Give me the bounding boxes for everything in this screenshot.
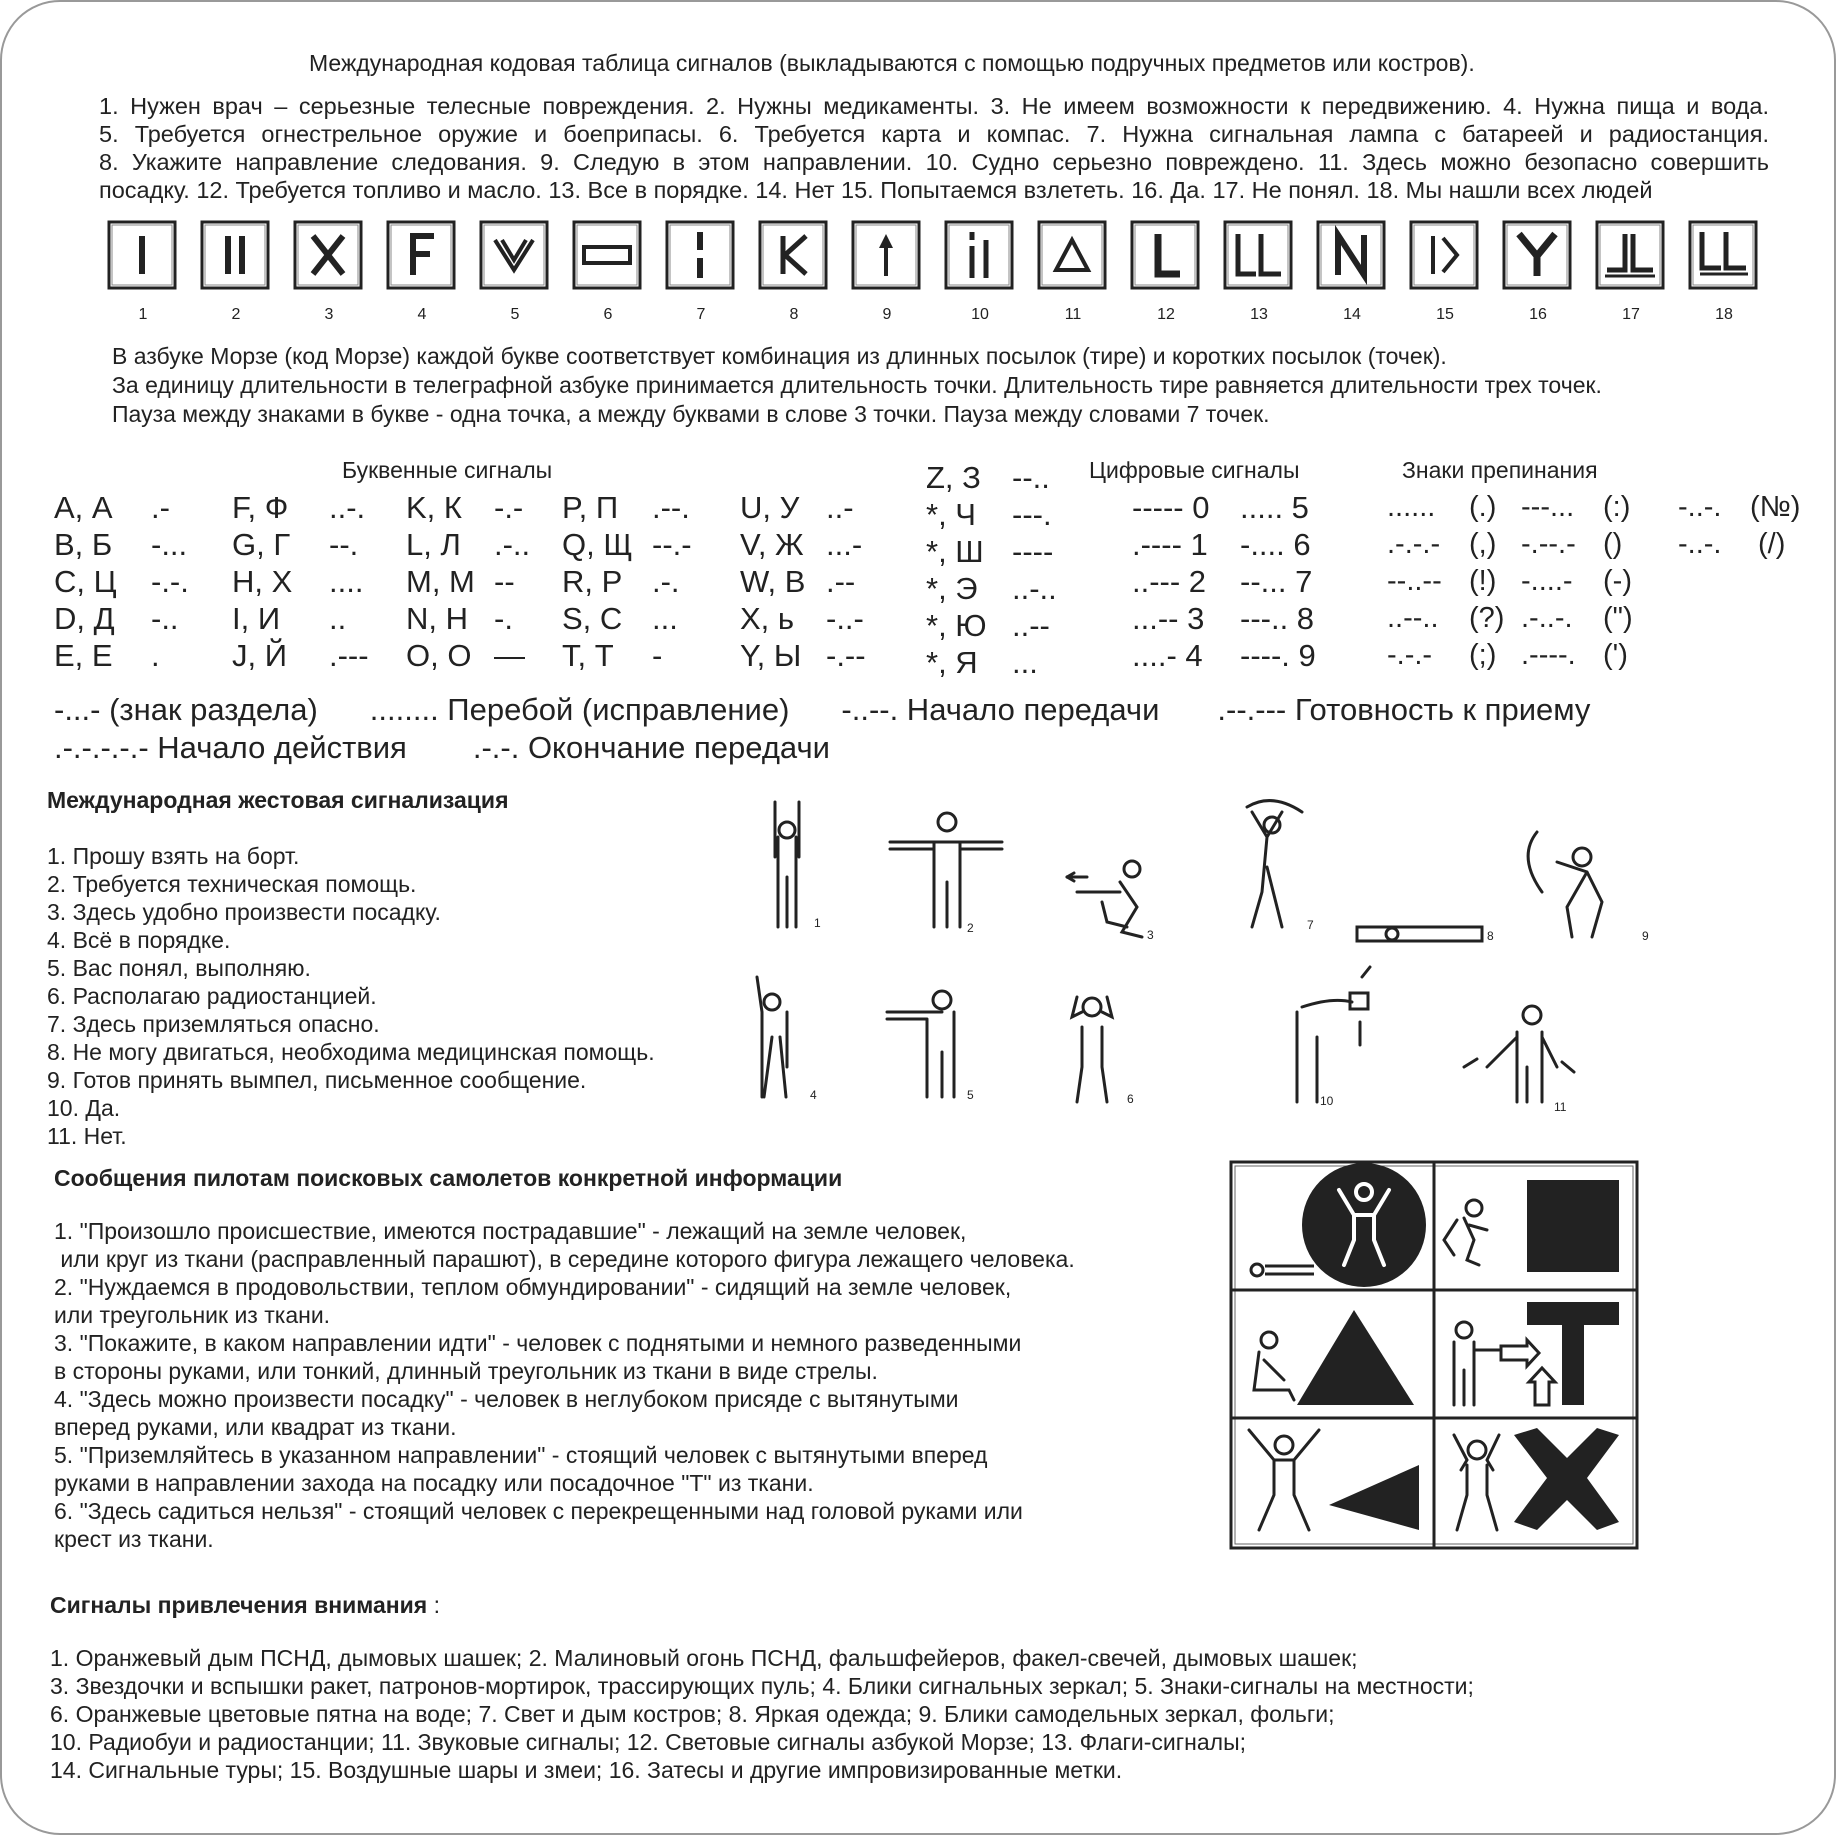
letter-signals-header: Буквенные сигналы	[342, 457, 553, 483]
ground-sign-6	[572, 220, 644, 330]
letters-column-6	[926, 459, 1057, 681]
letter: D, Д	[54, 601, 115, 636]
list-item: 5. "Приземляйтесь в указанном направлении" - стоящий человек с вытянутыми вперед	[54, 1442, 988, 1468]
letter: *, Я	[926, 645, 978, 680]
morse-code: -..	[151, 601, 179, 636]
letter: J, Й	[232, 638, 288, 673]
sign-number: 11	[1064, 306, 1082, 323]
list-item: 11. Нет.	[47, 1123, 127, 1149]
letter: *, Э	[926, 571, 978, 606]
gesture-figure-number: 11	[1554, 1100, 1567, 1114]
attention-title-row	[50, 1592, 440, 1619]
sign-number: 18	[1715, 306, 1733, 323]
sign-number: 17	[1622, 306, 1640, 323]
sign-12-symbol-icon	[1130, 220, 1200, 290]
special-signal: -...- (знак раздела)	[54, 692, 318, 727]
morse-code: ...-	[826, 527, 863, 562]
list-item: 2. Требуется техническая помощь.	[47, 871, 417, 897]
gesture-1-figure-icon	[775, 802, 799, 927]
gesture-figure-number: 3	[1147, 928, 1154, 942]
gesture-10-figure-icon	[1297, 967, 1370, 1102]
list-item: крест из ткани.	[54, 1526, 214, 1552]
letters-column-5	[740, 489, 866, 674]
digit-code: .---- 1	[1132, 527, 1208, 562]
letter: L, Л	[406, 527, 461, 562]
code-table-line: посадку. 12. Требуется топливо и масло. 13. Все в порядке. 14. Нет 15. Попытаемся взлететь. 16. Да. 17. Не понял. 18. Мы нашли всех людей	[99, 177, 1653, 203]
gesture-5-figure-icon	[887, 991, 954, 1097]
morse-code: ..-	[826, 490, 854, 525]
letters-column-2	[232, 489, 369, 674]
letters-column-4	[562, 489, 692, 674]
gesture-3-figure-icon	[1067, 861, 1142, 937]
digit-code: ..--- 2	[1132, 564, 1207, 599]
punct-mark: (,)	[1469, 528, 1497, 560]
punct-mark: (")	[1603, 602, 1633, 634]
pilot-signal-direction-t-icon	[1454, 1302, 1619, 1405]
ground-sign-4	[386, 220, 458, 330]
list-item: 1. "Произошло происшествие, имеются пострадавшие" - лежащий на земле человек,	[54, 1218, 967, 1244]
gesture-figures-drawing	[742, 797, 1672, 1127]
digit-code: ..... 5	[1240, 490, 1309, 525]
morse-code: .	[151, 638, 160, 673]
digit-code: --... 7	[1240, 564, 1313, 599]
list-item: 6. Оранжевые цветовые пятна на воде; 7. Свет и дым костров; 8. Яркая одежда; 9. Блики самодельных зеркал, фольги;	[50, 1701, 1335, 1727]
sign-number: 13	[1250, 306, 1268, 323]
gesture-figure-number: 2	[967, 921, 974, 935]
digit-code: -.... 6	[1240, 527, 1311, 562]
list-item: 3. Здесь удобно произвести посадку.	[47, 899, 441, 925]
gesture-list	[47, 842, 655, 1150]
letter: B, Б	[54, 527, 113, 562]
ground-sign-7	[665, 220, 737, 330]
attention-title-suffix: :	[427, 1592, 440, 1618]
punct-mark: (')	[1603, 639, 1628, 671]
punct-mark: (?)	[1469, 602, 1505, 634]
letter: Z, З	[926, 460, 981, 495]
gesture-figure-number: 4	[810, 1088, 817, 1102]
letter: E, Е	[54, 638, 113, 673]
punct-mark: (/)	[1758, 528, 1786, 560]
list-item: 10. Да.	[47, 1095, 121, 1121]
sign-4-symbol-icon	[386, 220, 456, 290]
sign-15-symbol-icon	[1409, 220, 1479, 290]
morse-code: .--.	[652, 490, 690, 525]
list-item: 1. Прошу взять на борт.	[47, 843, 300, 869]
punct-code: .----.	[1521, 639, 1576, 671]
gesture-figure-number: 10	[1320, 1094, 1334, 1108]
list-item: 10. Радиобуи и радиостанции; 11. Звуковые сигналы; 12. Световые сигналы азбукой Морзе; 13. Флаги-сигналы;	[50, 1729, 1246, 1755]
morse-code: .-	[151, 490, 170, 525]
digit-code: ----. 9	[1240, 638, 1316, 673]
ground-sign-1	[107, 220, 179, 330]
morse-code: .-.	[652, 564, 680, 599]
punct-mark: (!)	[1469, 565, 1497, 597]
punct-code: --..--	[1387, 565, 1442, 597]
morse-code: ...	[652, 601, 678, 636]
ground-signs-row	[107, 220, 1762, 330]
sign-13-symbol-icon	[1223, 220, 1293, 290]
pilot-signal-no-landing-icon	[1454, 1428, 1619, 1530]
gesture-7-figure-icon	[1247, 801, 1302, 927]
sign-16-symbol-icon	[1502, 220, 1572, 290]
morse-code: --	[494, 564, 515, 599]
punct-mark: (:)	[1603, 491, 1631, 523]
morse-code: -	[652, 638, 663, 673]
letter: *, Ш	[926, 534, 984, 569]
ground-sign-3	[293, 220, 365, 330]
morse-code: .---	[329, 638, 369, 673]
letter: *, Ю	[926, 608, 987, 643]
sign-number: 3	[324, 306, 334, 323]
sign-number: 8	[789, 306, 799, 323]
morse-code: ----	[1012, 534, 1054, 569]
sign-number: 2	[231, 306, 241, 323]
punct-code: .-..-.	[1521, 602, 1573, 634]
list-item: или треугольник из ткани.	[54, 1302, 331, 1328]
sign-number: 7	[696, 306, 706, 323]
sign-number: 6	[603, 306, 613, 323]
morse-code: ....	[329, 564, 364, 599]
letter: U, У	[740, 490, 800, 525]
sign-number: 15	[1436, 306, 1454, 323]
ground-sign-13	[1223, 220, 1295, 330]
sign-11-symbol-icon	[1037, 220, 1107, 290]
code-table-line: 5. Требуется огнестрельное оружие и боеприпасы. 6. Требуется карта и компас. 7. Нужна сигнальная лампа с батареей и радиостанция.	[99, 121, 1769, 147]
letter: C, Ц	[54, 564, 117, 599]
gesture-2-figure-icon	[890, 813, 1002, 927]
pilots-list	[54, 1217, 1075, 1553]
letter: W, В	[740, 564, 806, 599]
ground-sign-12	[1130, 220, 1202, 330]
punct-code: -.--.-	[1521, 528, 1576, 560]
letter: M, М	[406, 564, 475, 599]
code-table-description	[99, 92, 1769, 204]
letters-column-3	[406, 489, 530, 674]
sign-18-symbol-icon	[1688, 220, 1758, 290]
list-item: 9. Готов принять вымпел, письменное сообщение.	[47, 1067, 587, 1093]
morse-code: .--	[826, 564, 856, 599]
morse-code: -...	[151, 527, 188, 562]
gesture-figure-number: 5	[967, 1088, 974, 1102]
sign-number: 14	[1343, 306, 1361, 323]
letter: R, Р	[562, 564, 623, 599]
morse-code: ..--	[1012, 608, 1050, 643]
morse-code: -.--	[826, 638, 866, 673]
sign-9-symbol-icon	[851, 220, 921, 290]
letter: T, Т	[562, 638, 614, 673]
sign-number: 10	[971, 306, 989, 323]
special-signal: .-.-.-.-.- Начало действия	[54, 730, 407, 765]
list-item: в стороны руками, или тонкий, длинный треугольник из ткани в виде стрелы.	[54, 1358, 878, 1384]
punct-code: -..-.	[1678, 491, 1722, 523]
letter: N, Н	[406, 601, 468, 636]
gesture-figure-number: 1	[814, 916, 821, 930]
sign-3-symbol-icon	[293, 220, 363, 290]
ground-sign-16	[1502, 220, 1574, 330]
gesture-8-figure-icon	[1357, 927, 1482, 941]
list-item: 1. Оранжевый дым ПСНД, дымовых шашек; 2. Малиновый огонь ПСНД, фальшфейеров, факел-свечей, дымовых шашек;	[50, 1645, 1358, 1671]
punct-mark: ()	[1603, 528, 1623, 560]
list-item: 4. "Здесь можно произвести посадку" - человек в неглубоком присяде с вытянутыми	[54, 1386, 959, 1412]
punct-mark: (№)	[1750, 491, 1801, 523]
sign-number: 12	[1157, 306, 1175, 323]
list-item: руками в направлении захода на посадку или посадочное "Т" из ткани.	[54, 1470, 814, 1496]
morse-code: --.	[329, 527, 359, 562]
punct-code: ..--..	[1387, 602, 1439, 634]
ground-sign-18	[1688, 220, 1760, 330]
digit-code: ----- 0	[1132, 490, 1210, 525]
pilots-title: Сообщения пилотам поисковых самолетов конкретной информации	[54, 1165, 843, 1191]
attention-title: Сигналы привлечения внимания	[50, 1592, 428, 1618]
digit-signals	[1132, 489, 1316, 674]
punct-code: .-.-.-	[1387, 528, 1441, 560]
list-item: вперед руками, или квадрат из ткани.	[54, 1414, 457, 1440]
punct-code: ......	[1387, 491, 1436, 523]
ground-sign-9	[851, 220, 923, 330]
morse-code: ..-..	[1012, 571, 1057, 606]
morse-code: —	[494, 638, 525, 673]
list-item: 3. Звездочки и вспышки ракет, патронов-мортирок, трассирующих пуль; 4. Блики сигнальных зеркал; 5. Знаки-сигналы на местности;	[50, 1673, 1474, 1699]
letter: *, Ч	[926, 497, 976, 532]
list-item: 8. Не могу двигаться, необходима медицинская помощь.	[47, 1039, 655, 1065]
letter: K, К	[406, 490, 462, 525]
letter: G, Г	[232, 527, 291, 562]
gesture-figure-number: 8	[1487, 929, 1494, 943]
letter: Q, Щ	[562, 527, 633, 562]
code-table-line: 1. Нужен врач – серьезные телесные повреждения. 2. Нужны медикаменты. 3. Не имеем возможности к передвижению. 4. Нужна пища и вода.	[99, 93, 1769, 119]
ground-sign-5	[479, 220, 551, 330]
pilot-signal-grid	[1229, 1160, 1639, 1550]
gesture-figures	[742, 797, 1672, 1127]
special-signal-line-1	[54, 692, 1590, 728]
morse-code: -.	[494, 601, 513, 636]
letter: S, С	[562, 601, 623, 636]
digit-code: ---.. 8	[1240, 601, 1315, 636]
morse-code: -..-	[826, 601, 864, 636]
morse-intro-line: В азбуке Морзе (код Морзе) каждой букве соответствует комбинация из длинных посылок (тире) и коротких посылок (точек).	[112, 343, 1447, 369]
sign-number: 4	[417, 306, 427, 323]
attention-list	[50, 1644, 1474, 1784]
gesture-figure-number: 6	[1127, 1092, 1134, 1106]
sign-14-symbol-icon	[1316, 220, 1386, 290]
list-item: 14. Сигнальные туры; 15. Воздушные шары и змеи; 16. Затесы и другие импровизированные метки.	[50, 1757, 1123, 1783]
special-signal: -..--. Начало передачи	[841, 692, 1160, 727]
gesture-9-figure-icon	[1528, 832, 1602, 937]
sign-5-symbol-icon	[479, 220, 549, 290]
ground-sign-17	[1595, 220, 1667, 330]
letter: F, Ф	[232, 490, 289, 525]
morse-intro	[112, 342, 1602, 429]
list-item: 5. Вас понял, выполняю.	[47, 955, 311, 981]
pilot-signal-show-way-icon	[1249, 1430, 1419, 1530]
gesture-6-figure-icon	[1072, 997, 1112, 1102]
punct-mark: (;)	[1469, 639, 1497, 671]
list-item: 6. Располагаю радиостанцией.	[47, 983, 377, 1009]
morse-code: .-..	[494, 527, 531, 562]
letter: I, И	[232, 601, 281, 636]
ground-sign-14	[1316, 220, 1388, 330]
morse-code: -.-	[494, 490, 524, 525]
sign-number: 16	[1529, 306, 1547, 323]
morse-intro-line: Пауза между знаками в букве - одна точка, а между буквами в слове 3 точки. Пауза между словами 7 точек.	[112, 401, 1270, 427]
morse-code: ..	[329, 601, 347, 636]
sign-2-symbol-icon	[200, 220, 270, 290]
sign-8-symbol-icon	[758, 220, 828, 290]
code-table-title: Международная кодовая таблица сигналов (выкладываются с помощью подручных предметов или костров).	[309, 50, 1475, 76]
morse-code: -.-.	[151, 564, 189, 599]
digit-code: ...-- 3	[1132, 601, 1205, 636]
letter: H, Х	[232, 564, 293, 599]
special-signal-line-2	[54, 730, 830, 766]
morse-intro-line: За единицу длительности в телеграфной азбуке принимается длительность точки. Длительность тире равняется длительности трех точек.	[112, 372, 1602, 398]
punct-code: ---...	[1521, 491, 1575, 523]
sign-number: 5	[510, 306, 520, 323]
sign-number: 1	[138, 306, 148, 323]
list-item: или круг из ткани (расправленный парашют), в середине которого фигура лежащего человека.	[54, 1246, 1075, 1272]
special-signal: .-.-. Окончание передачи	[472, 730, 830, 765]
digit-signals-header: Цифровые сигналы	[1089, 457, 1300, 483]
digit-code: ....- 4	[1132, 638, 1203, 673]
ground-sign-15	[1409, 220, 1481, 330]
morse-code: ..-.	[329, 490, 366, 525]
code-table-line: 8. Укажите направление следования. 9. Следую в этом направлении. 10. Судно серьезно повреждено. 11. Здесь можно безопасно совершить	[99, 149, 1769, 175]
letter: X, ь	[740, 601, 795, 636]
punctuation-signals	[1387, 489, 1800, 674]
punctuation-header: Знаки препинания	[1402, 457, 1598, 483]
list-item: 6. "Здесь садиться нельзя" - стоящий человек с перекрещенными над головой руками или	[54, 1498, 1023, 1524]
morse-code: ...	[1012, 645, 1038, 680]
pilot-signal-landing-icon	[1444, 1180, 1619, 1272]
pilot-signal-grid-drawing	[1229, 1160, 1639, 1550]
ground-sign-8	[758, 220, 830, 330]
special-signal: .--.--- Готовность к приему	[1217, 692, 1591, 727]
pilot-signal-injured-icon	[1251, 1163, 1426, 1287]
gesture-figure-number: 9	[1642, 929, 1649, 943]
special-signal: ........ Перебой (исправление)	[369, 692, 790, 727]
punct-code: -.-.-	[1387, 639, 1433, 671]
pilot-signal-supplies-icon	[1254, 1310, 1414, 1405]
morse-code: ---.	[1012, 497, 1052, 532]
list-item: 7. Здесь приземляться опасно.	[47, 1011, 380, 1037]
sign-1-symbol-icon	[107, 220, 177, 290]
gesture-figure-number: 7	[1307, 918, 1314, 932]
letter: Y, Ы	[740, 638, 802, 673]
letter: O, О	[406, 638, 472, 673]
punct-code: -..-.	[1678, 528, 1722, 560]
ground-sign-2	[200, 220, 272, 330]
punct-code: -....-	[1521, 565, 1573, 597]
morse-code: --..	[1012, 460, 1050, 495]
letter: P, П	[562, 490, 619, 525]
sign-7-symbol-icon	[665, 220, 735, 290]
gesture-11-figure-icon	[1464, 1006, 1574, 1102]
punct-mark: (-)	[1603, 565, 1632, 597]
sign-17-symbol-icon	[1595, 220, 1665, 290]
punct-mark: (.)	[1469, 491, 1497, 523]
gesture-title: Международная жестовая сигнализация	[47, 787, 509, 813]
gesture-4-figure-icon	[757, 977, 787, 1097]
ground-sign-11	[1037, 220, 1109, 330]
sign-10-symbol-icon	[944, 220, 1014, 290]
ground-sign-10	[944, 220, 1016, 330]
list-item: 4. Всё в порядке.	[47, 927, 231, 953]
list-item: 2. "Нуждаемся в продовольствии, теплом обмундировании" - сидящий на земле человек,	[54, 1274, 1012, 1300]
letters-column-1	[54, 489, 189, 674]
sign-number: 9	[882, 306, 892, 323]
letter: V, Ж	[740, 527, 804, 562]
morse-code: --.-	[652, 527, 692, 562]
list-item: 3. "Покажите, в каком направлении идти" - человек с поднятыми и немного разведенными	[54, 1330, 1022, 1356]
sign-6-symbol-icon	[572, 220, 642, 290]
letter: A, А	[54, 490, 113, 525]
